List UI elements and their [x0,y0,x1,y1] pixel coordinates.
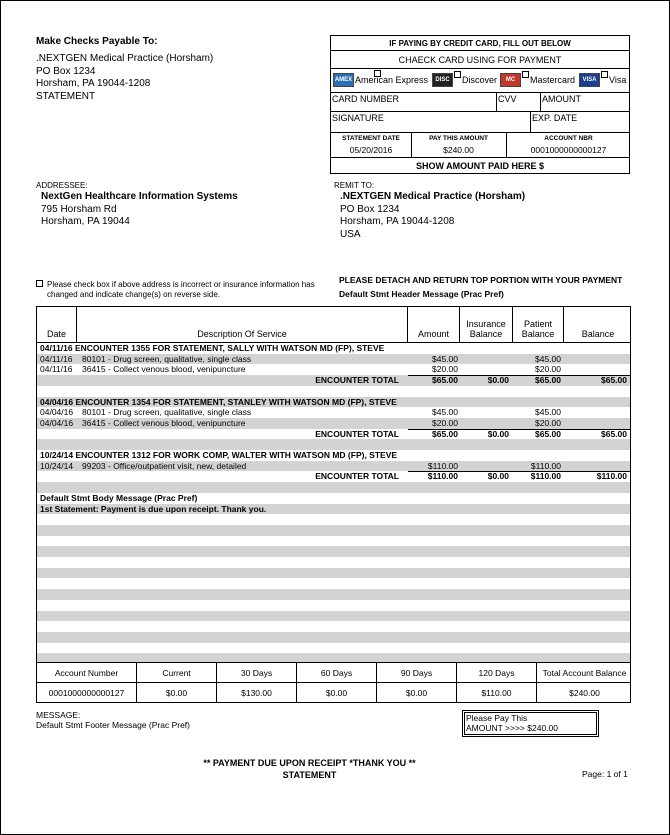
row-stripe [37,525,630,536]
divider [530,112,531,132]
line-date: 04/04/16 [40,407,74,418]
row-stripe [37,439,630,450]
message-label: MESSAGE: [36,710,81,720]
header-message: Default Stmt Header Message (Prac Pref) [339,289,504,299]
summary-value: $0.00 [137,683,217,703]
encounter-total-row [37,471,630,482]
row-stripe [37,482,630,493]
total-patient: $65.00 [535,375,561,386]
col-insurance-header [460,307,513,342]
summary-value: $110.00 [457,683,537,703]
col-patient-header [513,307,564,342]
line-patient: $45.00 [535,353,561,364]
col-insurance-label-2: Balance [469,329,503,339]
statement-date-label: STATEMENT DATE [342,135,400,142]
row-stripe [37,632,630,643]
addressee-city: Horsham, PA 19044 [41,216,130,227]
row-stripe [37,568,630,579]
summary-value: 0001000000000127 [37,683,137,703]
encounter-total-row [37,429,630,440]
line-date: 10/24/14 [40,460,74,471]
discover-icon: DISC [432,73,453,87]
statement-date-value: 05/20/2016 [349,145,393,155]
total-insurance: $0.00 [487,471,509,482]
summary-header: Current [137,663,217,683]
row-stripe [37,653,630,663]
total-insurance: $0.00 [487,375,509,386]
total-patient: $110.00 [530,471,561,482]
col-date-header [37,307,77,342]
encounter-title: 10/24/14 ENCOUNTER 1312 FOR WORK COMP, WALTER WITH WATSON MD (FP), STEVE [40,450,398,460]
divider [496,93,497,111]
statement-label: STATEMENT [282,770,337,780]
payable-line-4: STATEMENT [36,90,96,102]
table-row [37,407,630,418]
col-insurance-label-1: Insurance [466,319,506,329]
table-row [37,364,630,375]
body-message-row [37,504,630,515]
card-label-mastercard: Mastercard [530,75,576,85]
line-amount: $110.00 [427,460,458,471]
line-desc: 99203 - Office/outpatient visit, new, detailed [82,460,247,471]
total-balance: $65.00 [601,428,627,439]
please-pay-line-1: Please Pay This [466,713,528,723]
statement-info-row [331,133,629,158]
body-message-1: Default Stmt Body Message (Prac Pref) [40,492,198,503]
aging-summary [36,663,631,703]
table-row [37,354,630,365]
payable-line-1: .NEXTGEN Medical Practice (Horsham) [36,53,214,64]
line-amount: $20.00 [432,364,458,375]
line-date: 04/04/16 [40,417,74,428]
body-message-2: 1st Statement: Payment is due upon receipt. Thank you. [40,503,267,514]
summary-value: $0.00 [377,683,457,703]
summary-header: 60 Days [297,663,377,683]
payment-due-notice [1,757,618,781]
services-table [36,306,631,663]
check-card-label: CHAECK CARD USING FOR PAYMENT [331,51,629,69]
remit-block [340,191,525,241]
card-label-discover: Discover [462,75,498,85]
encounter-total-label: ENCOUNTER TOTAL [315,428,399,439]
divider [540,93,541,111]
detach-instruction: PLEASE DETACH AND RETURN TOP PORTION WITH YOUR PAYMENT [339,275,623,285]
credit-card-header: IF PAYING BY CREDIT CARD, FILL OUT BELOW [331,36,629,51]
col-balance-header [564,307,631,342]
card-number-row [331,93,629,112]
address-change-note [36,280,326,300]
col-amount-label: Amount [417,329,450,339]
summary-value: $240.00 [569,688,600,698]
col-desc-label: Description Of Service [197,329,287,339]
payable-address [36,53,213,103]
line-date: 04/11/16 [40,364,73,375]
col-patient-label-1: Patient [523,319,553,329]
summary-header: Account Number [37,663,137,683]
line-desc: 36415 - Collect venous blood, venipuncture [82,364,246,375]
line-amount: $45.00 [432,353,458,364]
card-option-discover[interactable] [432,73,497,87]
line-date: 04/11/16 [40,353,73,364]
show-amount-paid: SHOW AMOUNT PAID HERE $ [415,161,544,171]
amex-icon: AMEX [333,73,354,87]
col-amount-header [408,307,460,342]
line-patient: $110.00 [530,460,561,471]
total-patient: $65.00 [535,428,561,439]
encounter-total-row [37,375,630,386]
row-stripe [37,589,630,600]
amount-label: AMOUNT [542,94,581,104]
footer-message: Default Stmt Footer Message (Prac Pref) [36,720,190,730]
pay-amount-value: $240.00 [443,145,474,155]
summary-header: 90 Days [377,663,457,683]
checkbox-mastercard[interactable] [522,71,529,78]
addressee-block [41,191,238,229]
card-options [331,69,629,93]
card-label-amex: American Express [355,75,429,85]
signature-row [331,112,629,133]
table-row [37,461,630,472]
mastercard-icon: MC [500,73,521,87]
remit-label: REMIT TO: [334,181,375,190]
card-number-label: CARD NUMBER [332,94,400,104]
line-patient: $45.00 [535,407,561,418]
cvv-label: CVV [498,94,517,104]
col-date-label: Date [46,329,66,339]
col-patient-label-2: Balance [521,329,555,339]
remit-city: Horsham, PA 19044-1208 [340,216,455,227]
account-nbr-value: 0001000000000127 [530,145,607,155]
card-option-visa[interactable] [579,73,626,87]
line-desc: 80101 - Drug screen, qualitative, single class [82,353,252,364]
encounter-title-row [37,397,630,408]
credit-card-box [330,35,630,174]
summary-header: 120 Days [457,663,537,683]
signature-label: SIGNATURE [332,113,384,123]
table-row [37,418,630,429]
card-label-visa: Visa [609,75,627,85]
card-option-mastercard[interactable] [500,73,575,87]
col-balance-label: Balance [581,329,615,339]
encounter-title-row [37,450,630,461]
remit-country: USA [340,228,361,240]
body-message-row [37,493,630,504]
addressee-label: ADDRESSEE: [36,181,88,190]
pay-amount-label: PAY THIS AMOUNT [429,135,488,142]
line-desc: 36415 - Collect venous blood, venipuncture [82,417,246,428]
line-desc: 80101 - Drug screen, qualitative, single class [82,407,252,418]
summary-header: Total Account Balance [542,668,627,678]
summary-value: $0.00 [297,683,377,703]
total-amount: $110.00 [427,471,458,482]
remit-name: .NEXTGEN Medical Practice (Horsham) [340,191,526,202]
summary-header: 30 Days [217,663,297,683]
payable-title: Make Checks Payable To: [36,36,158,47]
checkbox-visa[interactable] [601,71,608,78]
total-amount: $65.00 [432,375,458,386]
remit-street: PO Box 1234 [340,203,400,215]
exp-date-label: EXP. DATE [532,113,578,123]
row-stripe [37,546,630,557]
line-amount: $20.00 [432,417,458,428]
line-patient: $20.00 [535,364,561,375]
line-amount: $45.00 [432,407,458,418]
checkbox-amex[interactable] [374,70,381,77]
total-amount: $65.00 [432,428,458,439]
please-pay-line-2: AMOUNT >>>> $240.00 [466,723,558,733]
addressee-name: NextGen Healthcare Information Systems [41,191,238,202]
total-balance: $65.00 [601,375,627,386]
row-stripe [37,611,630,622]
addressee-street: 795 Horsham Rd [41,203,117,215]
summary-value: $130.00 [217,683,297,703]
line-patient: $20.00 [535,417,561,428]
checkbox-discover[interactable] [454,71,461,78]
total-insurance: $0.00 [487,428,509,439]
address-change-text: Please check box if above address is incorrect or insurance information has changed and indicate change(s) on reverse side. [47,280,315,299]
payable-line-2: PO Box 1234 [36,65,96,77]
address-change-checkbox[interactable] [36,280,43,287]
encounter-total-label: ENCOUNTER TOTAL [315,471,399,482]
encounter-title: 04/11/16 ENCOUNTER 1355 FOR STATEMENT, SALLY WITH WATSON MD (FP), STEVE [40,343,385,353]
visa-icon: VISA [579,73,600,87]
encounter-title: 04/04/16 ENCOUNTER 1354 FOR STATEMENT, STANLEY WITH WATSON MD (FP), STEVE [40,396,397,407]
please-pay-box [462,710,599,737]
encounter-title-row [37,343,630,354]
total-balance: $110.00 [596,471,627,482]
encounter-total-label: ENCOUNTER TOTAL [315,375,399,386]
page-number: Page: 1 of 1 [582,769,628,779]
account-nbr-label: ACCOUNT NBR [544,135,593,142]
payment-due-line: ** PAYMENT DUE UPON RECEIPT *THANK YOU ** [203,758,416,768]
payable-line-3: Horsham, PA 19044-1208 [36,78,151,89]
col-desc-header [77,307,408,342]
